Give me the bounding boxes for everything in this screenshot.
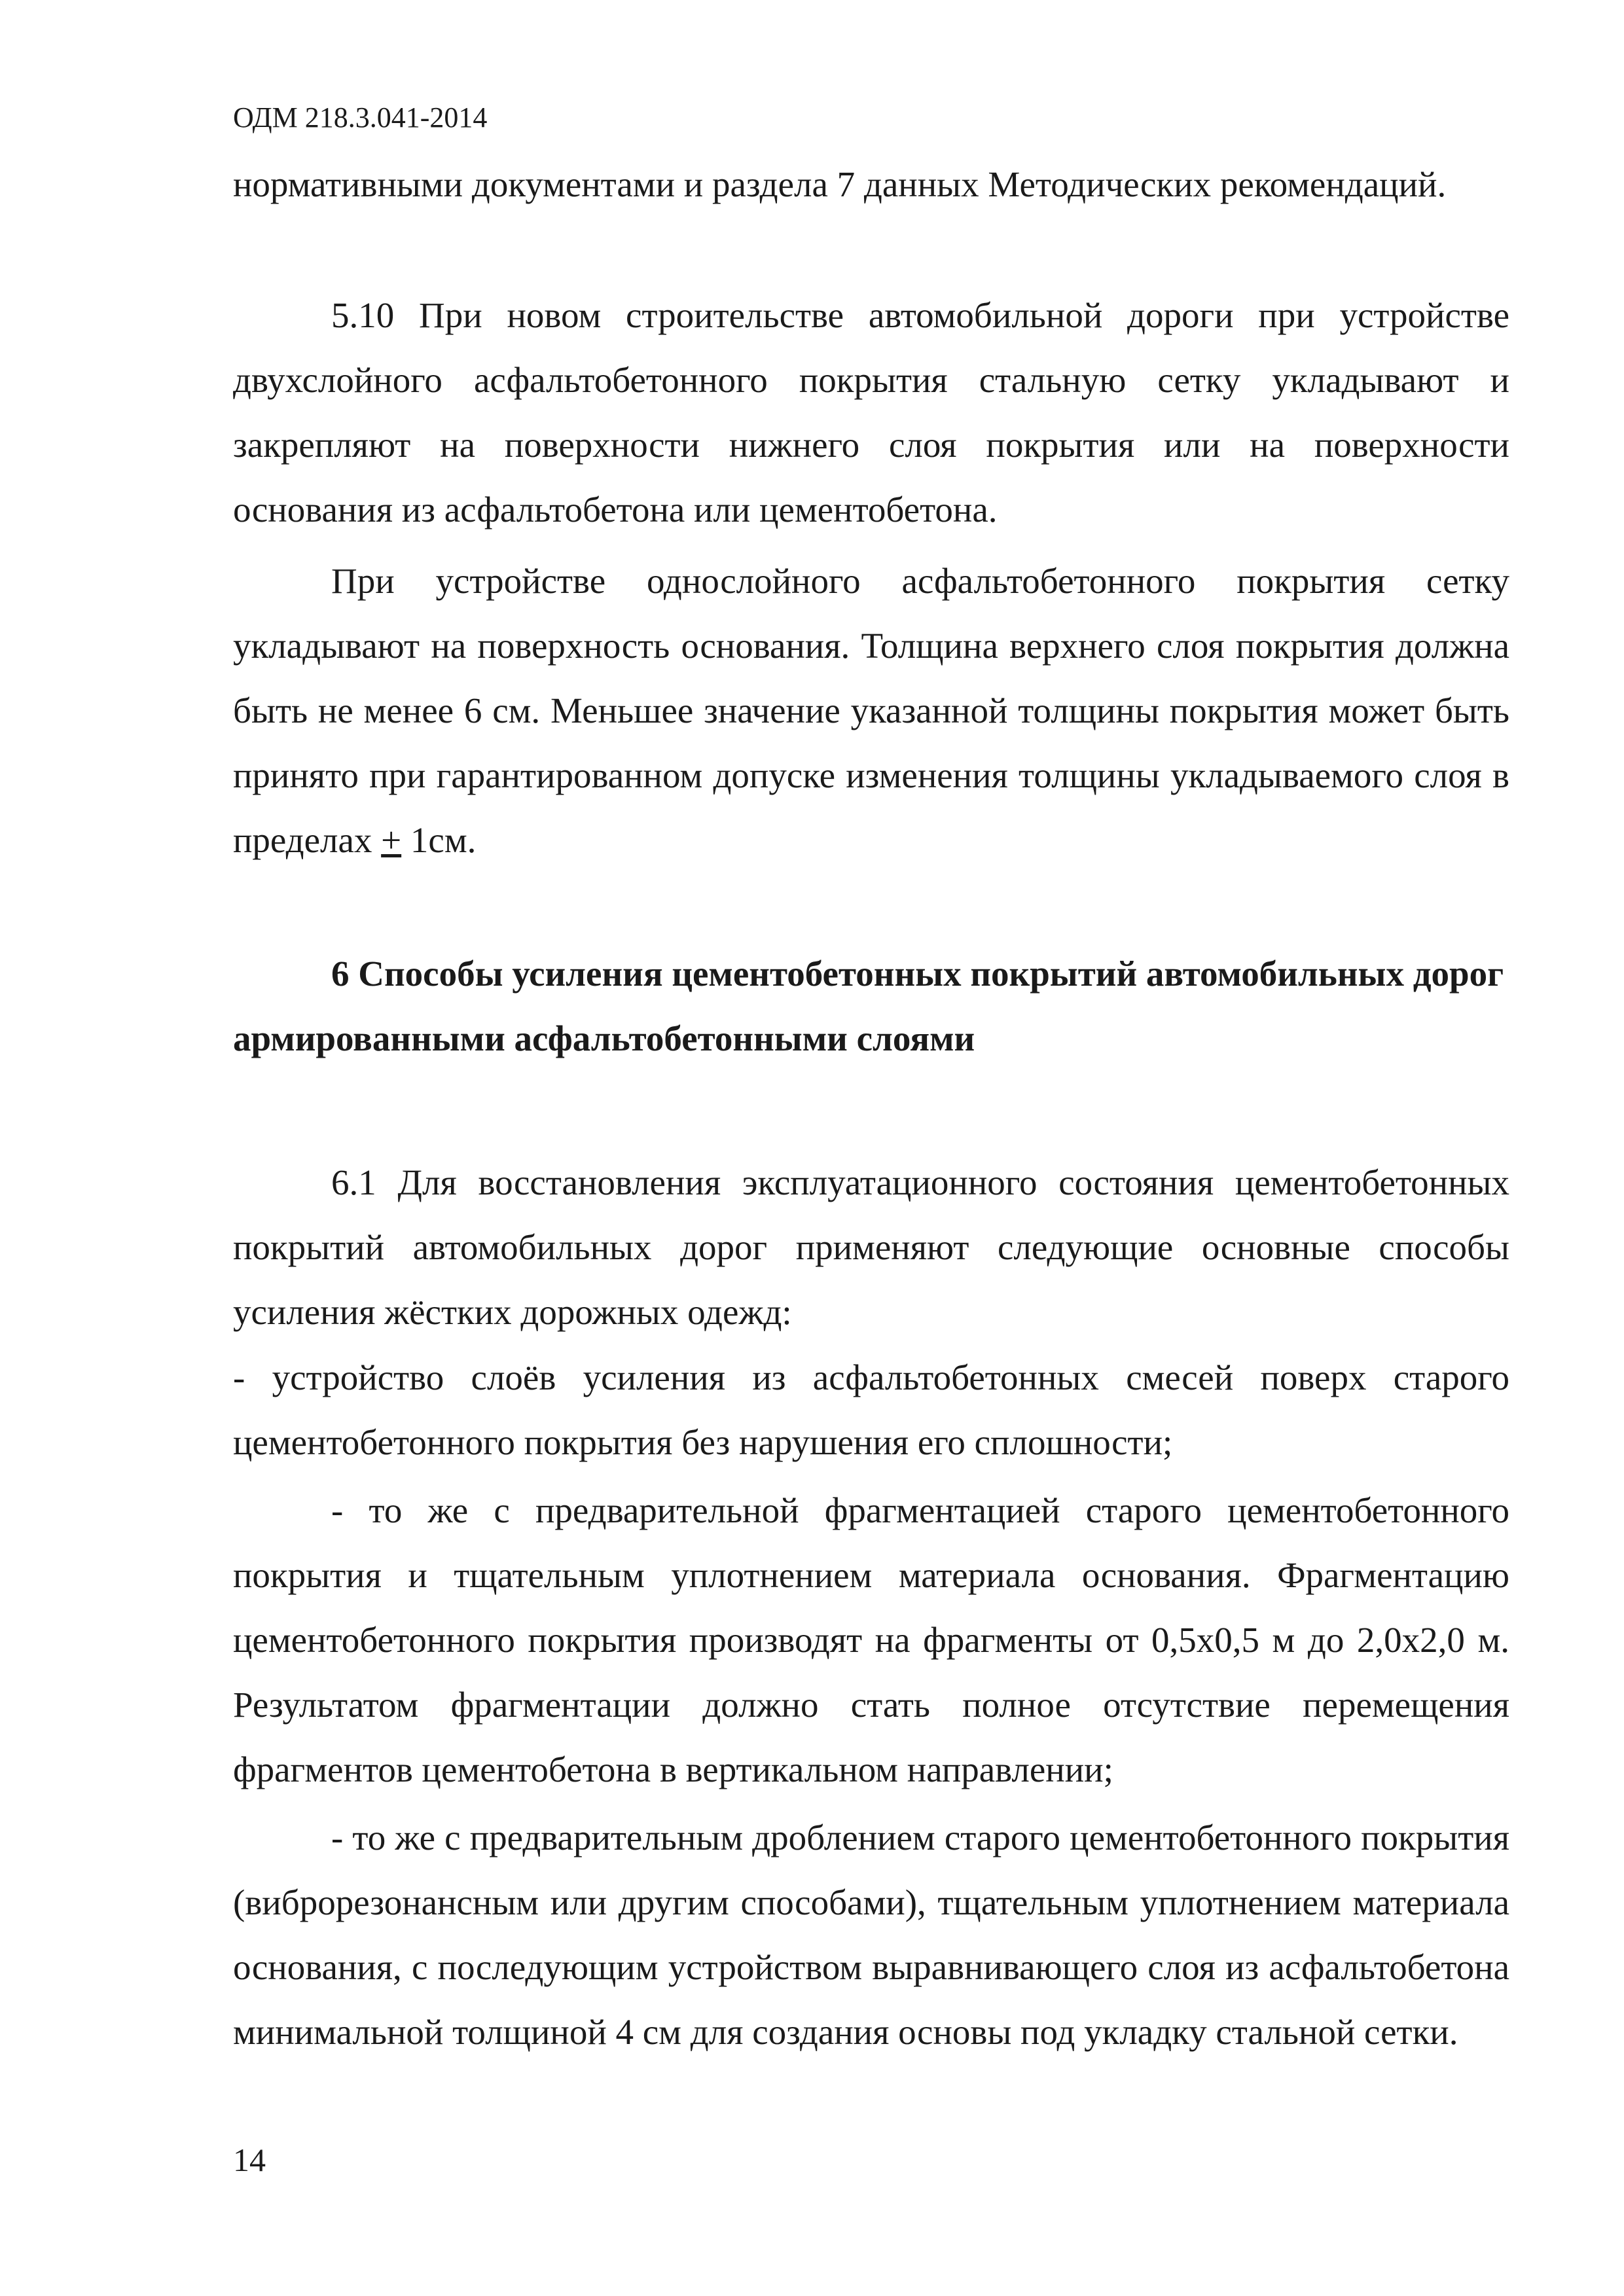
paragraph-single-layer-end: 1см.: [401, 820, 477, 860]
plus-minus-sign: +: [381, 820, 402, 860]
document-header: ОДМ 218.3.041-2014: [233, 101, 488, 134]
paragraph-continuation: нормативными документами и раздела 7 данных Методических рекомендаций.: [233, 164, 1447, 204]
paragraph-6-1: 6.1 Для восстановления эксплуатационного состояния цементобетонных покрытий автомобильных дорог применяют следующие основные способы усиления жёстких дорожных одежд:: [233, 1162, 1509, 1332]
list-item-reinforcement-layers: - устройство слоёв усиления из асфальтобетонных смесей поверх старого цементобетонного покрытия без нарушения его сплошности;: [233, 1357, 1509, 1462]
paragraph-single-layer-text: При устройстве однослойного асфальтобетонного покрытия сетку укладывают на поверхность основания. Толщина верхнего слоя покрытия должна быть не менее 6 см. Меньшее значение указанной толщины покрытия может быть принято при гарантированном допуске изменения толщины укладываемого слоя в пределах: [233, 561, 1509, 860]
paragraph-5-10: 5.10 При новом строительстве автомобильной дороги при устройстве двухслойного асфальтобетонного покрытия стальную сетку укладывают и закрепляют на поверхности нижнего слоя покрытия или на поверхности основания из асфальтобетона или цементобетона.: [233, 295, 1509, 529]
list-item-fragmentation: - то же с предварительной фрагментацией старого цементобетонного покрытия и тщательным уплотнением материала основания. Фрагментацию цементобетонного покрытия производят на фрагменты от 0,5х0,5 м до 2,0х2,0 м. Результатом фрагментации должно стать полное отсутствие перемещения фрагментов цементобетона в вертикальном направлении;: [233, 1490, 1509, 1789]
paragraph-single-layer: [233, 548, 1509, 872]
section-heading-6: 6 Способы усиления цементобетонных покрытий автомобильных дорог армированными асфальтобетонными слоями: [233, 954, 1504, 1058]
list-item-crushing: - то же с предварительным дроблением старого цементобетонного покрытия (виброрезонансным или другим способами), тщательным уплотнением материала основания, с последующим устройством выравнивающего слоя из асфальтобетона минимальной толщиной 4 см для создания основы под укладку стальной сетки.: [233, 1818, 1509, 2052]
page-number: 14: [233, 2142, 266, 2178]
